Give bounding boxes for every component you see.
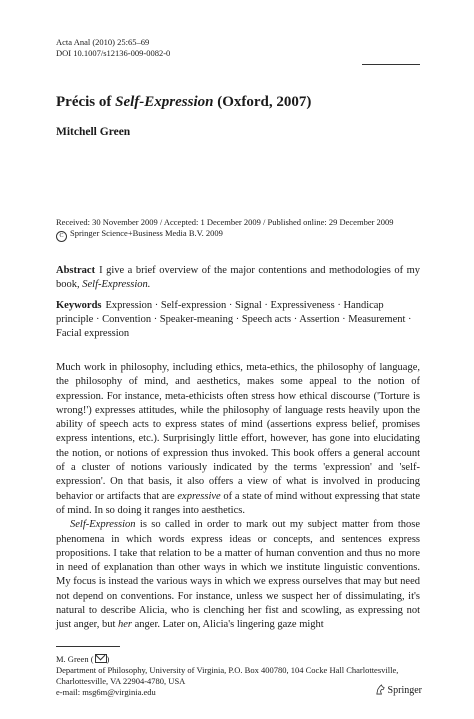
abstract-text: I give a brief overview of the major contentions and methodologies of my book, [56,265,420,290]
header-rule [362,64,420,65]
copyright-line [56,228,223,242]
article-title [56,94,311,111]
copyright-text: Springer Science+Business Media B.V. 2009 [70,228,223,238]
keywords-label: Keywords [56,300,102,311]
journal-citation: Acta Anal (2010) 25:65–69 [56,37,150,47]
doi-line: DOI 10.1007/s12136-009-0082-0 [56,48,171,58]
title-prefix: Précis of [56,94,116,110]
footnote [56,654,426,698]
abstract-label: Abstract [56,265,96,276]
paragraph-2: Self-Expression is so called in order to mark out my subject matter from those phenomena in which words express ideas or concepts, and sentences express propositions. I take that relation to be a matter of human convention and thus no more in need of explanation than other ways in which we institute linguistic conventions. My focus is instead the various ways in which we express ourselves that may but need not depend on conventions. For instance, unless we suspect her of dissimulating, it's natural to describe Alicia, who is clenching her fist and scowling, as expressing not just anger, but her anger. Later on, Alicia's lingering gaze might [56,519,420,631]
keywords-text: Expression · Self-expression · Signal · Expressiveness · Handicap principle · Convention · Speaker-meaning · Speech acts · Assertion · Measurement · Facial expression [56,300,412,339]
keywords [56,299,420,341]
abstract [56,264,420,292]
paragraph-1: Much work in philosophy, including ethics, meta-ethics, the philosophy of language, the philosophy of mind, and aesthetics, makes some appeal to the notion of expression. For instance, meta-ethicists often stress how ethical discourse ('Torture is wrong!') expresses attitudes, while the philosophy of language rests heavily upon the ability of speech acts to express states of mind (assertions express belief, promises express intentions, etc.). Surprisingly little effort, however, has gone into elucidating the notion, or notions of expression thus invoked. This book offers a general account of a cluster of notions variously indicated by the terms 'expression' and 'self-expression'. On that basis, it also offers a view of what is involved in producing behavior or artifacts that are expressive of a state of mind without expressing that state of mind. In so doing it ranges into aesthetics. [56,362,420,516]
title-suffix: (Oxford, 2007) [213,94,312,110]
author-email[interactable]: e-mail: msg6m@virginia.edu [56,687,156,697]
springer-horse-icon [375,684,386,695]
copyright-icon: C [56,231,67,242]
title-book: Self-Expression [115,94,214,110]
footnote-rule [56,646,120,647]
affiliation-line-2: Charlottesville, VA 22904-4780, USA [56,676,186,686]
body-text [56,361,420,633]
publisher-logo [375,684,422,696]
abstract-book-title: Self-Expression. [82,279,151,290]
author-name: Mitchell Green [56,126,131,138]
affiliation-line-1: Department of Philosophy, University of Virginia, P.O. Box 400780, 104 Cocke Hall Charlottesville, [56,665,399,675]
received-dates: Received: 30 November 2009 / Accepted: 1 December 2009 / Published online: 29 December 2009 [56,217,394,227]
envelope-icon [95,654,107,663]
footnote-author: M. Green ( ) [56,654,110,664]
publisher-name: Springer [387,685,422,696]
